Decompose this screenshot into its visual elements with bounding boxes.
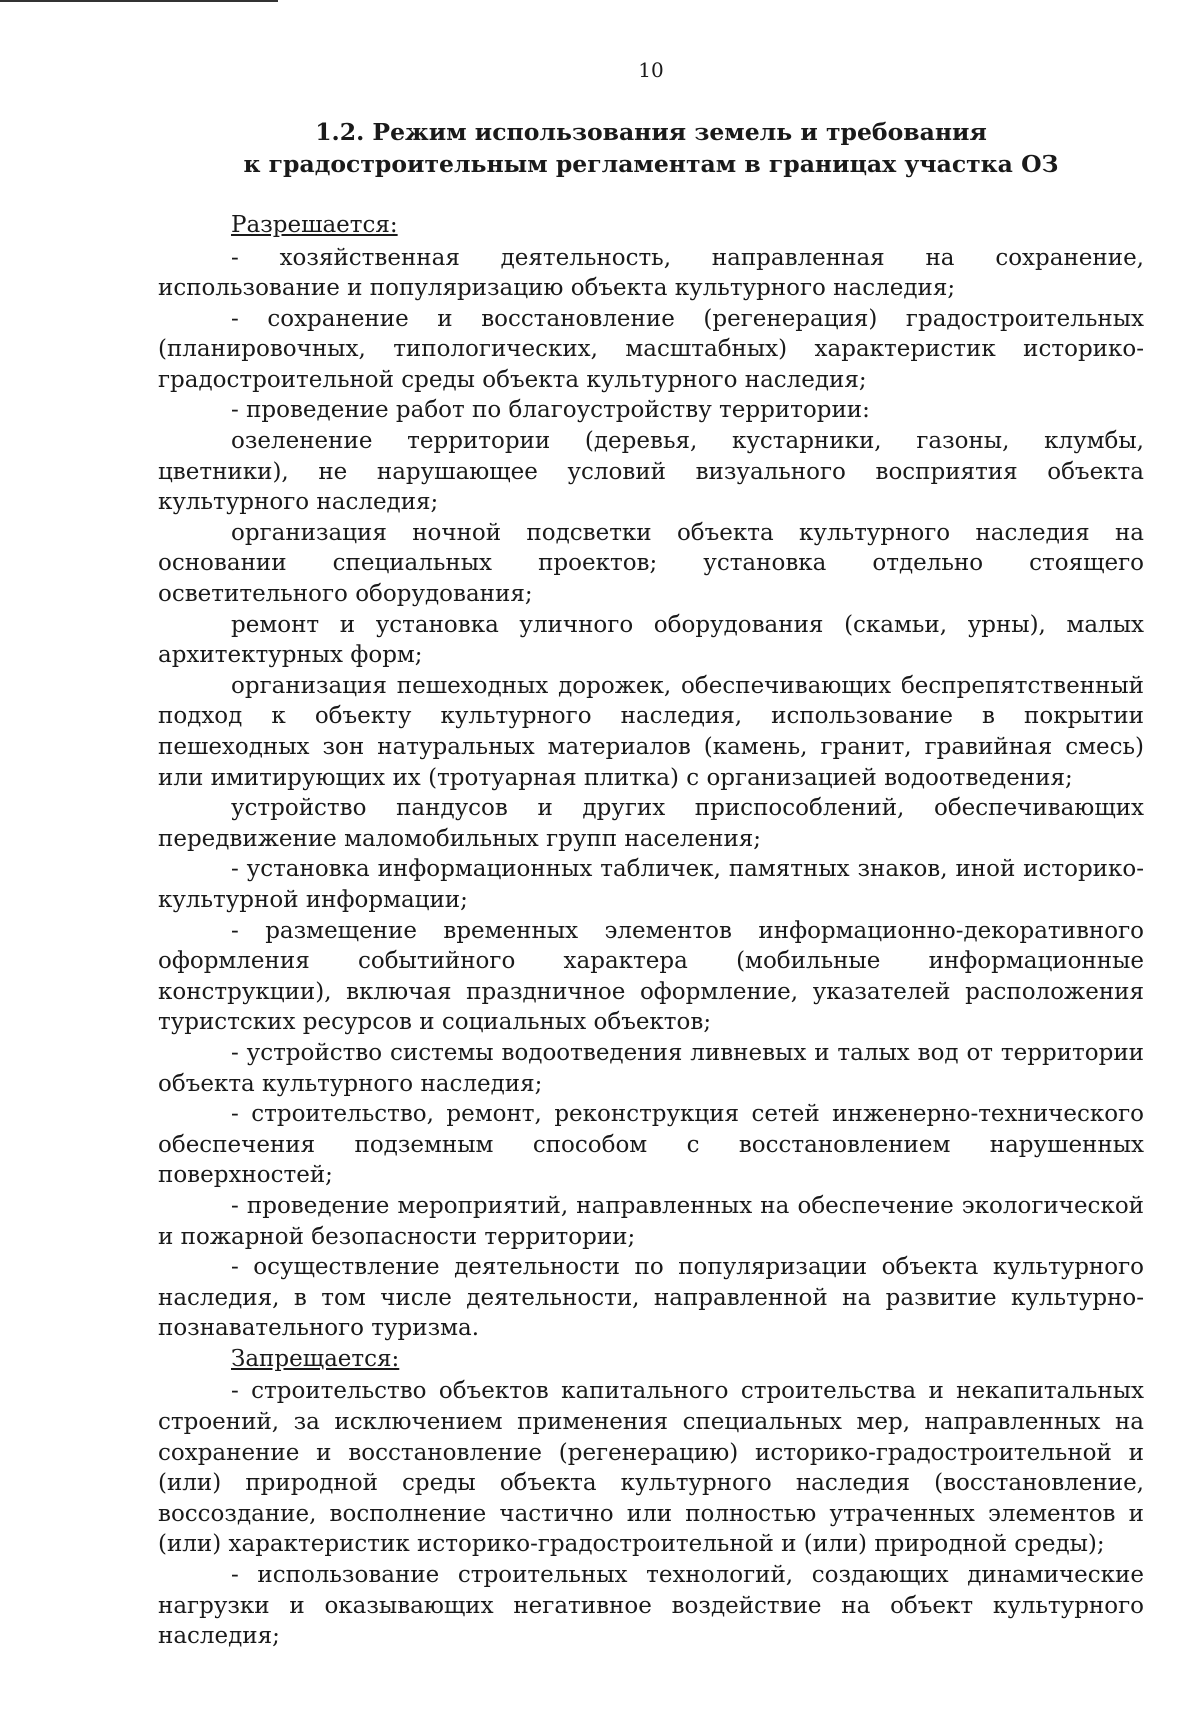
- section-title-line-2: к градостроительным регламентам в границах участка ОЗ: [243, 150, 1059, 178]
- allowed-heading: Разрешается:: [231, 212, 398, 238]
- section-title-line-1: 1.2. Режим использования земель и требования: [315, 118, 987, 146]
- allowed-item: - осуществление деятельности по популяризации объекта культурного наследия, в том числе деятельности, направленной на развитие культурно-познавательного туризма.: [158, 1254, 1144, 1342]
- page-number: 10: [638, 58, 664, 82]
- allowed-item: - хозяйственная деятельность, направленная на сохранение, использование и популяризацию объекта культурного наследия;: [158, 244, 1144, 302]
- prohibited-heading: Запрещается:: [231, 1345, 400, 1372]
- prohibited-item: - строительство объектов капитального строительства и некапитальных строений, за исключением применения специальных мер, направленных на сохранение и восстановление (регенерацию) историко-градостроительной и (или) природной среды объекта культурного наследия (восстановление, воссоздание, восполнение частично или полностью утраченных элементов и (или) характеристик историко-градостроительной и (или) природной среды);: [158, 1378, 1144, 1558]
- allowed-item: - строительство, ремонт, реконструкция сетей инженерно-технического обеспечения подземным способом с восстановлением нарушенных поверхностей;: [158, 1101, 1144, 1189]
- allowed-subitem: организация ночной подсветки объекта культурного наследия на основании специальных проектов; установка отдельно стоящего осветительного оборудования;: [158, 519, 1144, 608]
- allowed-subitem: озеленение территории (деревья, кустарники, газоны, клумбы, цветники), не нарушающее условий визуального восприятия объекта культурного наследия;: [158, 428, 1144, 516]
- allowed-item: - установка информационных табличек, памятных знаков, иной историко-культурной информации;: [158, 856, 1144, 913]
- allowed-item: - устройство системы водоотведения ливневых и талых вод от территории объекта культурного наследия;: [158, 1039, 1144, 1097]
- allowed-subitem: ремонт и установка уличного оборудования (скамьи, урны), малых архитектурных форм;: [158, 611, 1144, 669]
- prohibited-item: - использование строительных технологий, создающих динамические нагрузки и оказывающих негативное воздействие на объект культурного наследия;: [158, 1561, 1144, 1650]
- allowed-item: - размещение временных элементов информационно-декоративного оформления событийного характера (мобильные информационные конструкции), включая праздничное оформление, указателей расположения туристских ресурсов и социальных объектов;: [158, 917, 1144, 1036]
- document-page: [158, 58, 1144, 1652]
- top-edge-rule: [0, 0, 278, 2]
- section-title: [158, 116, 1144, 180]
- allowed-item: - сохранение и восстановление (регенерация) градостроительных (планировочных, типологических, масштабных) характеристик историко-градостроительной среды объекта культурного наследия;: [158, 305, 1144, 393]
- allowed-item: - проведение мероприятий, направленных на обеспечение экологической и пожарной безопасности территории;: [158, 1192, 1144, 1250]
- allowed-subitem: организация пешеходных дорожек, обеспечивающих беспрепятственный подход к объекту культурного наследия, использование в покрытии пешеходных зон натуральных материалов (камень, гранит, гравийная смесь) или имитирующих их (тротуарная плитка) с организацией водоотведения;: [158, 672, 1144, 791]
- allowed-item: - проведение работ по благоустройству территории:: [231, 397, 870, 424]
- allowed-subitem: устройство пандусов и других приспособлений, обеспечивающих передвижение маломобильных групп населения;: [158, 795, 1144, 852]
